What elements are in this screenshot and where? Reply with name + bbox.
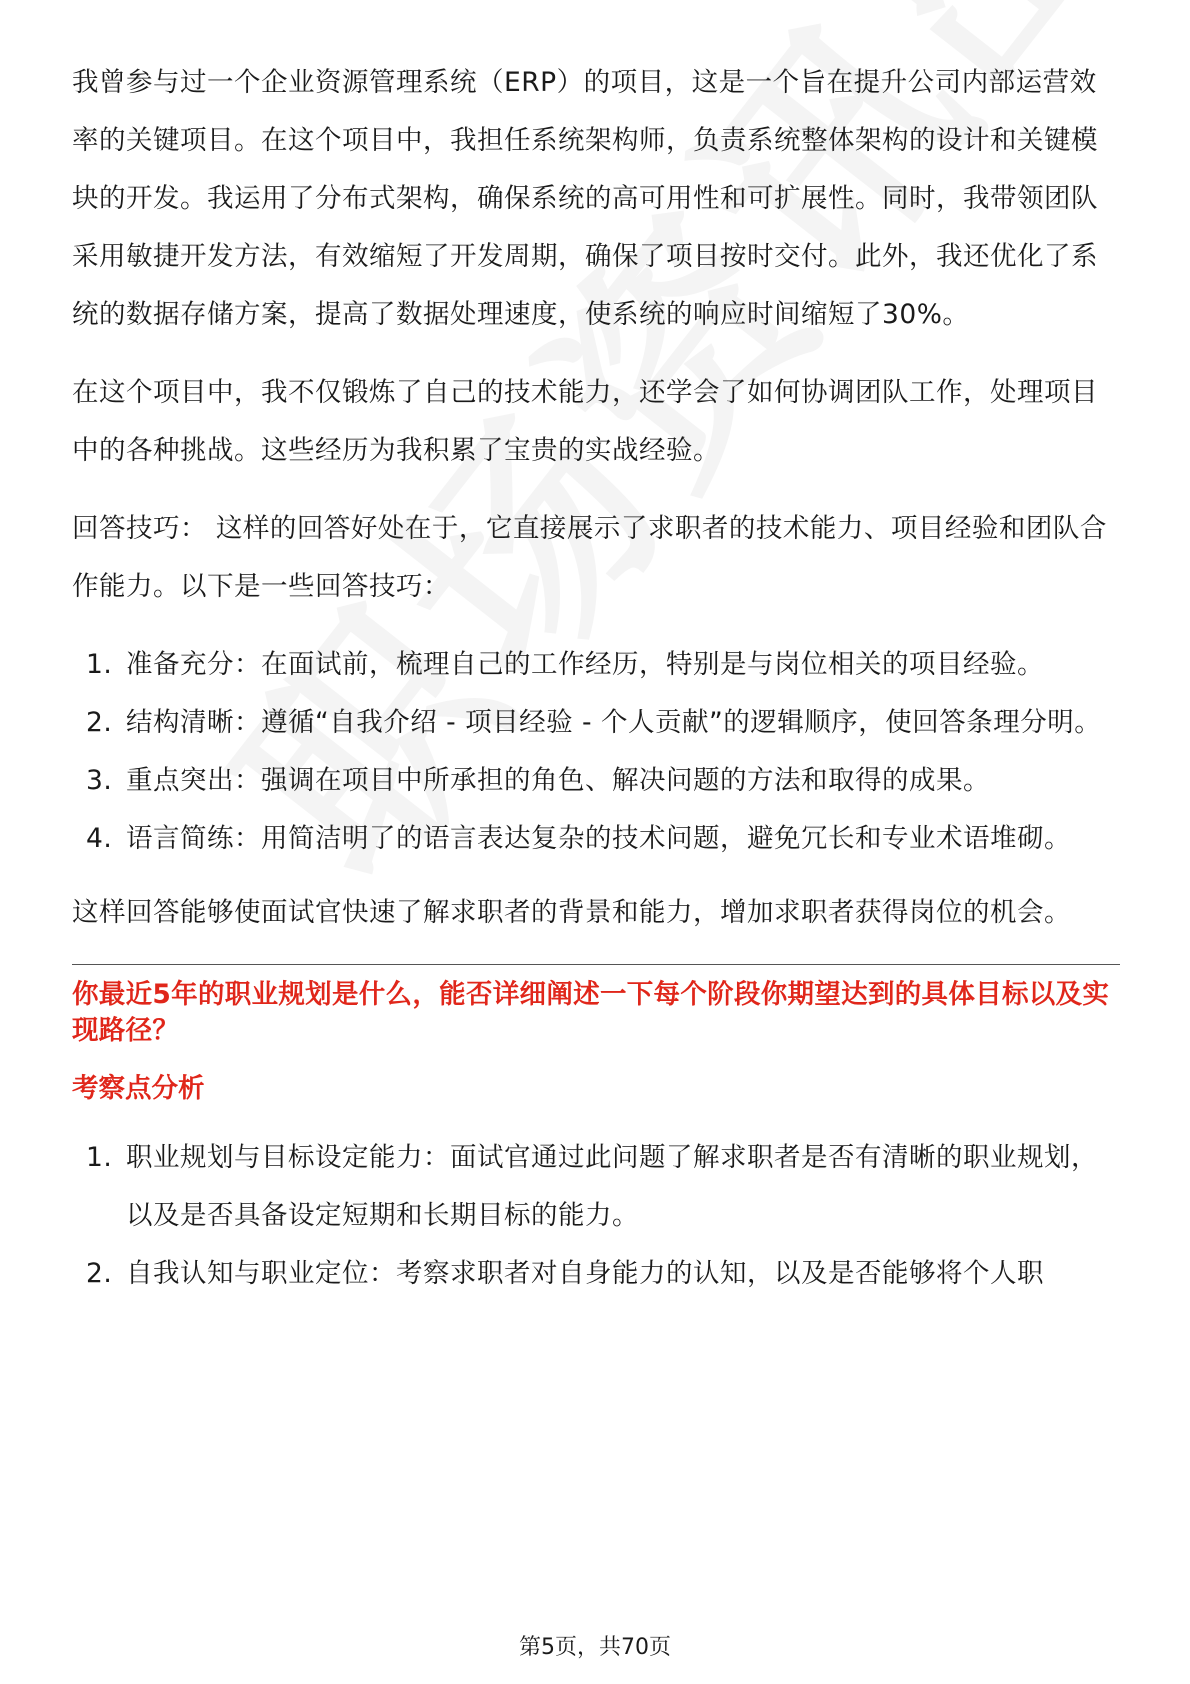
list-item-text: 自我认知与职业定位：考察求职者对自身能力的认知，以及是否能够将个人职 (126, 1258, 1044, 1289)
list-item-text: 准备充分：在面试前，梳理自己的工作经历，特别是与岗位相关的项目经验。 (126, 649, 1044, 680)
section-title: 考察点分析 (72, 1073, 205, 1104)
list-item (72, 1245, 1120, 1303)
paragraph-tips-intro: 回答技巧： 这样的回答好处在于，它直接展示了求职者的技术能力、项目经验和团队合作能力。以下是一些回答技巧： (72, 513, 1107, 602)
list-item (72, 752, 1120, 810)
list-item (72, 1129, 1120, 1245)
list-number: 1. (86, 1142, 113, 1173)
section-divider (72, 964, 1120, 965)
list-item-text: 结构清晰：遵循“自我介绍 - 项目经验 - 个人贡献”的逻辑顺序，使回答条理分明。 (126, 707, 1102, 738)
question-heading: 你最近5年的职业规划是什么，能否详细阐述一下每个阶段你期望达到的具体目标以及实现路径？ (72, 979, 1110, 1046)
paragraph-reflection: 在这个项目中，我不仅锻炼了自己的技术能力，还学会了如何协调团队工作，处理项目中的各种挑战。这些经历为我积累了宝贵的实战经验。 (72, 377, 1098, 466)
paragraph-closing: 这样回答能够使面试官快速了解求职者的背景和能力，增加求职者获得岗位的机会。 (72, 897, 1071, 928)
document-body (72, 54, 1120, 1319)
page-footer: 第5页，共70页 (519, 1635, 671, 1660)
list-item (72, 636, 1120, 694)
list-number: 4. (86, 823, 113, 854)
list-item-text: 语言简练：用简洁明了的语言表达复杂的技术问题，避免冗长和专业术语堆砌。 (126, 823, 1071, 854)
list-item-text: 重点突出：强调在项目中所承担的角色、解决问题的方法和取得的成果。 (126, 765, 990, 796)
analysis-list (72, 1129, 1120, 1303)
list-number: 2. (86, 1258, 113, 1289)
list-item (72, 694, 1120, 752)
list-item (72, 810, 1120, 868)
list-number: 3. (86, 765, 113, 796)
tips-list (72, 636, 1120, 868)
list-item-text: 职业规划与目标设定能力：面试官通过此问题了解求职者是否有清晰的职业规划，以及是否具备设定短期和长期目标的能力。 (126, 1142, 1098, 1231)
list-number: 2. (86, 707, 113, 738)
paragraph-project: 我曾参与过一个企业资源管理系统（ERP）的项目，这是一个旨在提升公司内部运营效率的关键项目。在这个项目中，我担任系统架构师，负责系统整体架构的设计和关键模块的开发。我运用了分布式架构，确保系统的高可用性和可扩展性。同时，我带领团队采用敏捷开发方法，有效缩短了开发周期，确保了项目按时交付。此外，我还优化了系统的数据存储方案，提高了数据处理速度，使系统的响应时间缩短了30%。 (72, 67, 1098, 330)
list-number: 1. (86, 649, 113, 680)
